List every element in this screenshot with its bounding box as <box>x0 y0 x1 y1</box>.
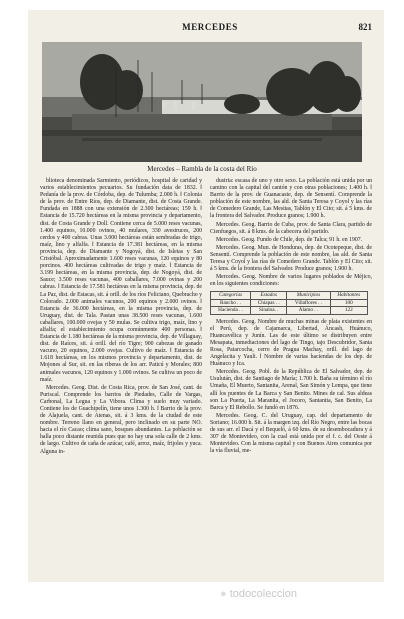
column-header: Municipios <box>287 292 330 299</box>
table-row <box>211 307 368 314</box>
page-number: 821 <box>358 22 372 32</box>
table-cell: Hacienda . . <box>211 307 251 314</box>
paragraph: Mercedes. Geog. Nombre de muchas minas de plata existentes en el Perú, dep. de Cajamarca, Libertad, Áncash, Huánuco, Huancavélica y Junín. Las de este último se distribuyen entre Mesapata, inmediaciones del lago de Tingo, tajo Descubridor, Santa Rosa, Patarcocha, cerro de Pragua Machay, orill. del lago de Angelacita y Yauli. ‖ Nombre de varias haciendas de los dep. de Huánuco y Ica. <box>210 318 372 368</box>
mexico-census-table <box>210 291 368 314</box>
watermark-text: todocoleccion <box>229 588 297 600</box>
paragraph: dustria: escasa de uno y otro sexo. La población está unida por un camino con la capital del cantón y con otras poblaciones; 1.400 h. ‖ Barrio de la prov. de Guanacaste, dep. de Sensentí. Comprende la población de este nombre, las ald. de Santa Teresa y Coyol y las rías de Comedero Grande, Las Mesitas, Tablón y El Cito; sit. á 5 kms. de la frontera del Salvador. Produce granos; 1.900 h. <box>210 178 372 220</box>
table-cell: Rancho . . <box>211 299 251 306</box>
paragraph: Mercedes. Geog. Pobl. de la República de El Salvador, dep. de Usulután, dist. de Santiago de María; 1.700 h. Baña su término el río Umaña, El Muerto, Santanita, Arenal, San Simón y Lempa, que tiene allí los puentes de La Barca y San Benito. Mines de cal. Sus aldeas son La Puerta, La Maranita, el Jocoro, Santanita, San Benito, La Barca y El Rebollo. Se fundó en 1876. <box>210 369 372 411</box>
paragraph: Mercedes. Geog. Mun. de Honduras, dep. de Ocotepeque, dist. de Sensentí. Comprende la población de este nombre, las ald. de Santa Teresa y Coyol y las rías de Comedero Grande. Tablón y El Cito; sit. á 5 kms. de la frontera del Salvador. Produce granos; 1.900 h. <box>210 244 372 273</box>
paragraph: Mercedes. Geog. Nombre de varios lugares poblados de Méjico, en los siguientes condiciones: <box>210 274 372 288</box>
watermark <box>220 588 297 600</box>
table-row <box>211 299 368 306</box>
watermark-icon: ● <box>220 588 227 600</box>
right-column <box>210 178 372 456</box>
rambla-photo-image <box>42 42 362 162</box>
left-column <box>40 178 202 457</box>
table-cell: 100 <box>330 299 367 306</box>
paragraph: blioteca denominada Sarmiento, periódicos, hospital de caridad y varios establecimientos pecuarios. Su fundación data de 1832. ‖ Pedanía de la prov. de Córdoba, dep. de Tulumba; 2.000 h. ‖ Colonia de la prov. de Entre Ríos, dep. de Diamante, dist. de Costa Grande. Fundada en 1888 con una extensión de 2.300 hectáreas; 159 h. ‖ Estancia de 15.720 hectáreas en la misma provincia y departamento, dist. de Costa Grande y Doll. Contiene cerca de 5.000 reses vacunas, 1.400 equinos, 10.000 ovinos, 40 mulares, 330 avestruces, 200 cerdos y 400 cabras. Unas 3.000 hectáreas están sembradas de trigo, maíz, lino y alfalfa. ‖ Estancia de 17.381 hectáreas, en la misma provincia, dep. de Diamante y Nogoyá, dist. de Isletas y San Cristóbal. Aproximadamente 1.600 reses vacunas, 120 equinos y 80 porcinos. 400 hectáreas cultivadas de trigo y maíz. ‖ Estancia de 3.199 hectáreas, en la misma provincia, dep. de Nogoyá, dist. de Sauce; 3.500 reses vacunas, 400 caballares, 7.000 ovinas y 200 cabras. ‖ Estancia de 17.581 hectáreas en la misma provincia, dep. de La Paz, dist. de Estacas, sit. á orill. de los ríos Feliciano, Quebracho y Colorado. 2.000 animales vacunos, 200 equinos y 2.000 ovinos. ‖ Estancia de 36.000 hectáreas, en la misma provincia, dep. de Uruguay, dist. de Tala. Pastan unas 38.500 reses vacunas, 1.600 caballares, 100.000 ovejas y 50 mulas. Se cultiva trigo, maíz, lino y alfalfa; el establecimiento ocupa comúnmente 400 personas. ‖ Estancia de 1.180 hectáreas de la misma provincia, dep. de Villaguay, dist. de Raíces, sit. á orill. del río Tigre; 900 cabezas de ganado vacuno, 20 equinos, 2.000 ovejas. Cultivo de maíz. ‖ Estancia de 1.618 hectáreas, en los mismos provincia y departamento, dist. de Mojones al Sur, sit. en las riberas de los arr. Paticú y Morales; 800 animales vacunos, 120 equinos y 1.000 ovinos. Se cultiva un poco de maíz. <box>40 178 202 383</box>
column-header: Categorías <box>211 292 251 299</box>
running-title: MERCEDES <box>182 22 238 32</box>
table-cell: Sinaloa. . <box>251 307 287 314</box>
page-header <box>42 22 378 36</box>
column-header: Estados <box>251 292 287 299</box>
paragraph: Mercedes. Geog. Barrio de Cuba, prov. de Santa Clara, partido de Cienfuegos, sit. á 8 kms. de la cabecera del partido. <box>210 221 372 235</box>
table-cell: Villaflores . . <box>287 299 330 306</box>
table-cell: Chiapas . . <box>251 299 287 306</box>
table-header-row <box>211 292 368 299</box>
rambla-photo <box>42 42 362 162</box>
column-header: Habitantes <box>330 292 367 299</box>
table-cell: Álamo . . <box>287 307 330 314</box>
paragraph: Mercedes. Geog. Dist. de Costa Rica, prov. de San José, cant. de Puriscal. Comprende los barrios de Piedades, Calle de Vargas, Carbonal, La Legua y La Vibora. Clima y suelo muy variado. Contiene los de Guachipelín, tiene unos 1.300 h. ‖ Barrio de la prov. de Alajuela, cant. de Atenas, sit. á 3 kms. de la ciudad de este nombre. Terreno llano en general, pero inclinado en su parte NO. hacia el río Cacao; clima sano, bosques abundantes. La población se halla poco distante reunida pues que no hay una sola calle de 2 kms. de largo. Cultivo de caña de azúcar, café, arroz, maíz, frijoles y yuca. Alguna in- <box>40 384 202 455</box>
photo-caption: Mercedes – Rambla de la costa del Río <box>147 165 257 173</box>
paragraph: Mercedes. Geog. C. del Uruguay, cap. del departamento de Soriano; 16.000 h. Sit. á la margen izq. del Río Negro, entre las bocas de sus arr. el Dacá y el Bequeló, á 60 kms. de su desembocadura y á 307 de Montevideo, con la cual está unida por el f. c. del Oeste á Montevideo. Con la misma capital y con Buenos Aires comunica por la vía fluvial, me- <box>210 412 372 455</box>
paragraph: Mercedes. Geog. Fundo de Chile, dep. de Talca; 91 h. en 1907. <box>216 236 363 243</box>
table-cell: 122 <box>330 307 367 314</box>
